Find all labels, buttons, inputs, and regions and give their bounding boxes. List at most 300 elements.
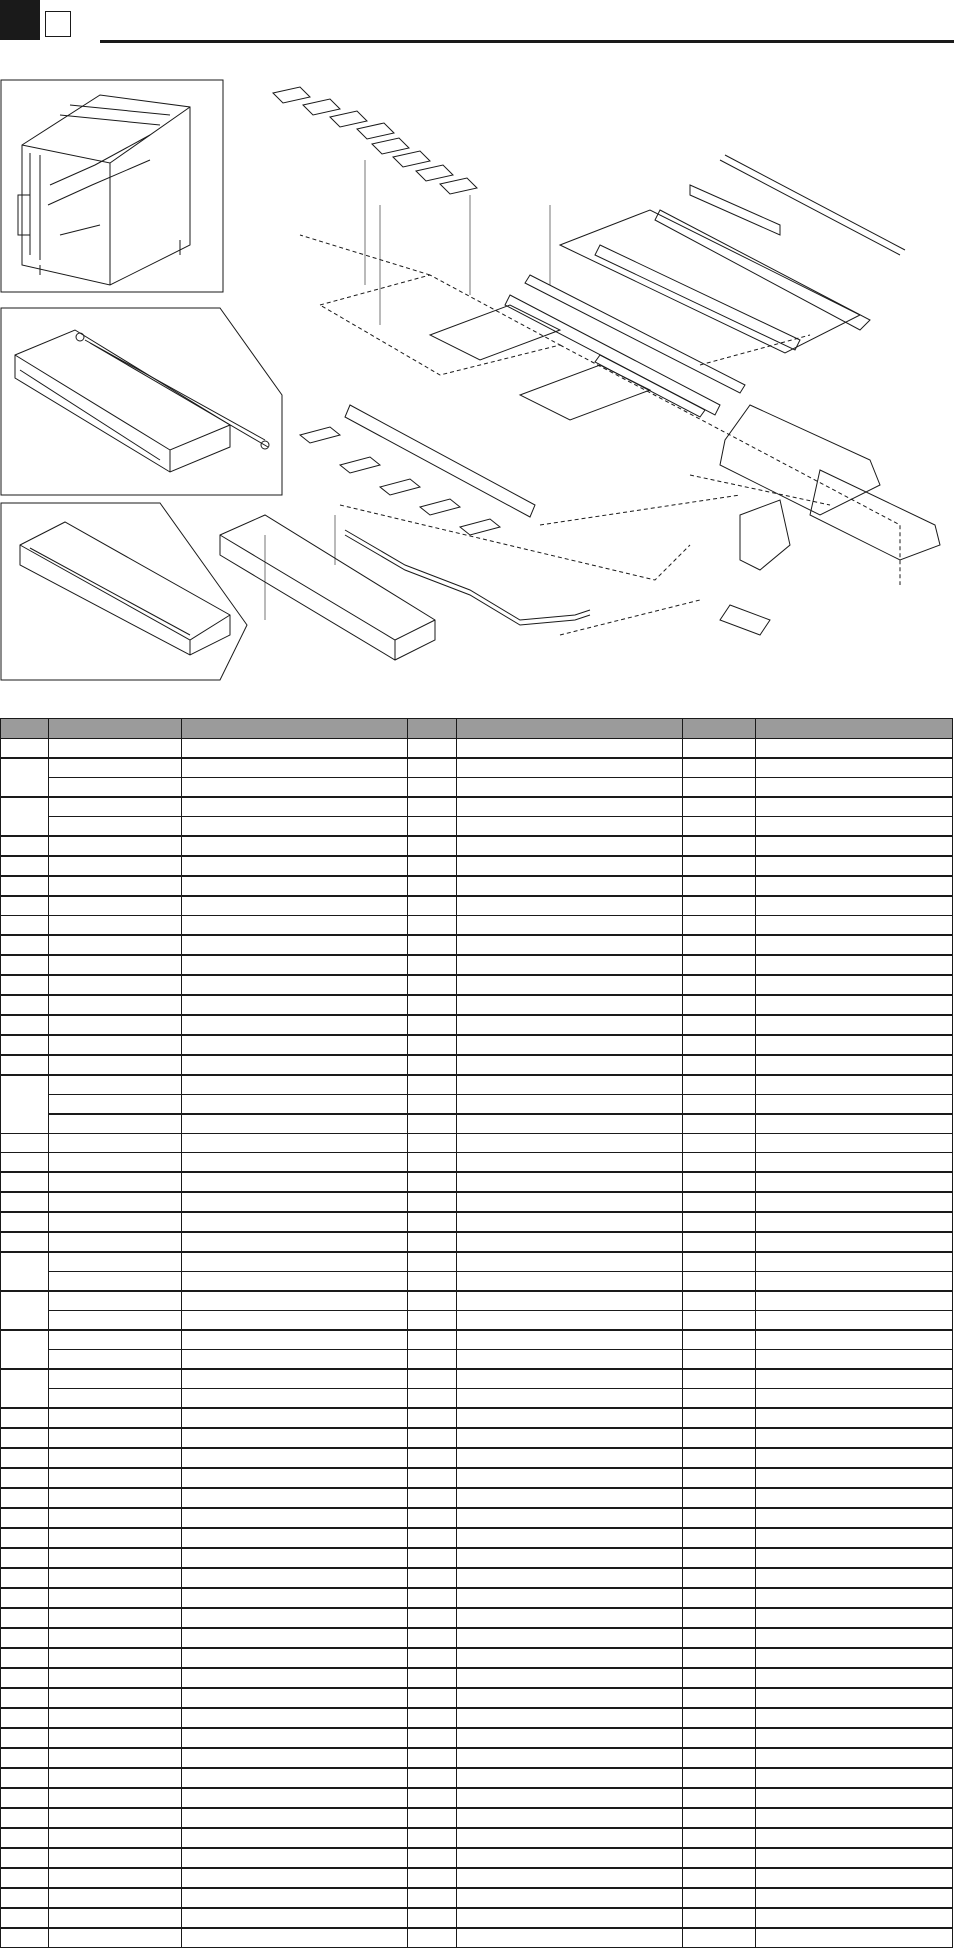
table-row xyxy=(1,1075,953,1095)
table-cell xyxy=(408,1389,457,1409)
upper-rail-assembly xyxy=(560,155,905,353)
table-cell xyxy=(756,817,953,837)
table-cell xyxy=(408,1291,457,1311)
parts-list-table xyxy=(0,718,953,1948)
exploded-parts-diagram xyxy=(0,75,954,685)
table-cell xyxy=(408,935,457,955)
table-cell xyxy=(1,1668,49,1688)
table-cell xyxy=(1,1508,49,1528)
table-cell xyxy=(1,876,49,896)
table-row xyxy=(1,1153,953,1173)
table-cell xyxy=(756,797,953,817)
table-cell xyxy=(683,817,756,837)
table-cell xyxy=(1,1252,49,1291)
table-cell xyxy=(756,1153,953,1173)
table-cell xyxy=(1,1172,49,1192)
table-cell xyxy=(408,916,457,936)
table-cell xyxy=(756,1608,953,1628)
table-row xyxy=(1,1232,953,1252)
table-row xyxy=(1,1055,953,1075)
table-cell xyxy=(49,1808,182,1828)
table-cell xyxy=(457,1488,683,1508)
table-cell xyxy=(408,1668,457,1688)
table-cell xyxy=(1,1728,49,1748)
section-marker-box xyxy=(45,11,71,37)
table-cell xyxy=(1,975,49,995)
table-cell xyxy=(756,1668,953,1688)
table-cell xyxy=(49,896,182,916)
table-cell xyxy=(457,1075,683,1095)
table-cell xyxy=(683,1369,756,1389)
table-cell xyxy=(408,1408,457,1428)
table-cell xyxy=(182,1628,408,1648)
table-cell xyxy=(683,1428,756,1448)
table-cell xyxy=(457,778,683,798)
table-cell xyxy=(182,856,408,876)
table-cell xyxy=(1,916,49,936)
table-row xyxy=(1,1488,953,1508)
table-cell xyxy=(457,817,683,837)
table-cell xyxy=(683,1408,756,1428)
table-cell xyxy=(182,1311,408,1331)
table-cell xyxy=(756,1075,953,1095)
table-cell xyxy=(683,797,756,817)
table-cell xyxy=(182,1172,408,1192)
table-cell xyxy=(182,1055,408,1075)
table-cell xyxy=(1,1428,49,1448)
table-cell xyxy=(457,1908,683,1928)
table-cell xyxy=(756,1330,953,1350)
fence-assembly-inset xyxy=(1,308,282,495)
table-cell xyxy=(182,1708,408,1728)
table-cell xyxy=(1,1153,49,1173)
table-cell xyxy=(756,1508,953,1528)
table-cell xyxy=(683,1688,756,1708)
table-row xyxy=(1,1608,953,1628)
table-cell xyxy=(49,876,182,896)
table-row xyxy=(1,1628,953,1648)
table-cell xyxy=(756,1389,953,1409)
table-cell xyxy=(756,1134,953,1153)
table-cell xyxy=(408,1508,457,1528)
table-row xyxy=(1,1468,953,1488)
table-cell xyxy=(49,1212,182,1232)
table-cell xyxy=(683,1848,756,1868)
table-cell xyxy=(756,1095,953,1115)
table-cell xyxy=(683,1311,756,1331)
table-cell xyxy=(457,955,683,975)
table-cell xyxy=(1,1848,49,1868)
table-cell xyxy=(457,1648,683,1668)
table-cell xyxy=(49,1369,182,1389)
table-cell xyxy=(756,1428,953,1448)
table-row xyxy=(1,1548,953,1568)
table-cell xyxy=(1,1888,49,1908)
table-cell xyxy=(457,1468,683,1488)
table-cell xyxy=(49,1095,182,1115)
lower-front-frame xyxy=(220,515,435,660)
table-cell xyxy=(182,1928,408,1948)
table-cell xyxy=(756,1252,953,1272)
table-cell xyxy=(756,778,953,798)
table-cell xyxy=(49,1768,182,1788)
table-cell xyxy=(408,1232,457,1252)
table-cell xyxy=(756,1648,953,1668)
table-cell xyxy=(756,1808,953,1828)
column-header-ref xyxy=(1,719,49,739)
table-cell xyxy=(756,1888,953,1908)
table-cell xyxy=(756,1588,953,1608)
table-cell xyxy=(1,758,49,797)
table-cell xyxy=(408,1828,457,1848)
table-cell xyxy=(1,1291,49,1330)
table-cell xyxy=(182,1153,408,1173)
table-cell xyxy=(408,1808,457,1828)
table-cell xyxy=(756,935,953,955)
table-row xyxy=(1,1728,953,1748)
table-cell xyxy=(408,975,457,995)
table-row xyxy=(1,916,953,936)
table-cell xyxy=(408,1448,457,1468)
table-cell xyxy=(683,1172,756,1192)
table-cell xyxy=(1,1748,49,1768)
table-cell xyxy=(457,1134,683,1153)
table-cell xyxy=(1,1588,49,1608)
table-cell xyxy=(756,916,953,936)
table-cell xyxy=(457,995,683,1015)
table-cell xyxy=(49,1528,182,1548)
table-cell xyxy=(457,1212,683,1232)
table-cell xyxy=(182,1908,408,1928)
table-cell xyxy=(182,1868,408,1888)
table-cell xyxy=(756,1232,953,1252)
table-cell xyxy=(683,876,756,896)
table-cell xyxy=(408,817,457,837)
table-cell xyxy=(683,896,756,916)
table-row xyxy=(1,1369,953,1389)
table-cell xyxy=(457,1291,683,1311)
table-cell xyxy=(683,1748,756,1768)
table-row xyxy=(1,1114,953,1134)
table-cell xyxy=(182,1192,408,1212)
table-cell xyxy=(408,1728,457,1748)
table-cell xyxy=(182,758,408,778)
table-cell xyxy=(182,1788,408,1808)
table-cell xyxy=(49,739,182,759)
table-cell xyxy=(49,1035,182,1055)
table-row xyxy=(1,817,953,837)
table-cell xyxy=(756,1408,953,1428)
table-cell xyxy=(182,1808,408,1828)
table-row xyxy=(1,1291,953,1311)
table-cell xyxy=(1,1134,49,1153)
table-cell xyxy=(182,817,408,837)
table-cell xyxy=(408,1688,457,1708)
table-cell xyxy=(182,1828,408,1848)
table-row xyxy=(1,1389,953,1409)
table-cell xyxy=(182,1330,408,1350)
table-cell xyxy=(756,1908,953,1928)
table-cell xyxy=(683,1788,756,1808)
table-cell xyxy=(683,1768,756,1788)
table-cell xyxy=(457,1768,683,1788)
table-row xyxy=(1,1428,953,1448)
table-row xyxy=(1,739,953,759)
table-cell xyxy=(457,1808,683,1828)
table-cell xyxy=(683,1648,756,1668)
table-cell xyxy=(457,1095,683,1115)
table-cell xyxy=(683,1153,756,1173)
table-cell xyxy=(683,1728,756,1748)
table-cell xyxy=(49,1688,182,1708)
table-cell xyxy=(457,1448,683,1468)
table-cell xyxy=(457,1628,683,1648)
table-cell xyxy=(756,1015,953,1035)
table-cell xyxy=(683,1350,756,1370)
table-row xyxy=(1,1668,953,1688)
table-cell xyxy=(756,1688,953,1708)
table-row xyxy=(1,1350,953,1370)
table-cell xyxy=(457,836,683,856)
table-cell xyxy=(1,1648,49,1668)
table-cell xyxy=(457,758,683,778)
table-cell xyxy=(683,935,756,955)
table-cell xyxy=(49,1508,182,1528)
table-row xyxy=(1,836,953,856)
table-cell xyxy=(182,1291,408,1311)
table-cell xyxy=(182,955,408,975)
table-cell xyxy=(457,1668,683,1688)
table-cell xyxy=(182,896,408,916)
table-cell xyxy=(683,1888,756,1908)
table-cell xyxy=(683,758,756,778)
table-cell xyxy=(457,1728,683,1748)
table-cell xyxy=(756,1212,953,1232)
table-cell xyxy=(49,1488,182,1508)
table-cell xyxy=(408,778,457,798)
table-cell xyxy=(408,1192,457,1212)
table-cell xyxy=(408,1172,457,1192)
table-header-row xyxy=(1,719,953,739)
table-cell xyxy=(457,1369,683,1389)
table-cell xyxy=(457,1508,683,1528)
table-cell xyxy=(457,1428,683,1448)
table-row xyxy=(1,1035,953,1055)
table-cell xyxy=(182,1272,408,1292)
table-cell xyxy=(49,1888,182,1908)
table-row xyxy=(1,975,953,995)
table-cell xyxy=(49,1291,182,1311)
table-cell xyxy=(457,1153,683,1173)
table-cell xyxy=(683,1075,756,1095)
table-cell xyxy=(1,935,49,955)
table-cell xyxy=(457,896,683,916)
table-cell xyxy=(408,876,457,896)
table-row xyxy=(1,1408,953,1428)
table-cell xyxy=(182,1508,408,1528)
table-cell xyxy=(49,1608,182,1628)
table-cell xyxy=(683,1095,756,1115)
table-cell xyxy=(756,1708,953,1728)
table-cell xyxy=(182,1568,408,1588)
table-cell xyxy=(756,1488,953,1508)
table-cell xyxy=(683,1668,756,1688)
table-cell xyxy=(1,1908,49,1928)
table-cell xyxy=(49,1468,182,1488)
table-cell xyxy=(408,1075,457,1095)
table-cell xyxy=(683,739,756,759)
table-cell xyxy=(408,836,457,856)
table-cell xyxy=(457,1688,683,1708)
table-cell xyxy=(182,1408,408,1428)
table-cell xyxy=(182,836,408,856)
table-cell xyxy=(1,1212,49,1232)
table-cell xyxy=(182,1468,408,1488)
table-cell xyxy=(683,1508,756,1528)
table-cell xyxy=(756,1568,953,1588)
table-cell xyxy=(457,1928,683,1948)
table-cell xyxy=(182,876,408,896)
table-cell xyxy=(457,739,683,759)
table-cell xyxy=(683,1488,756,1508)
table-row xyxy=(1,1848,953,1868)
table-row xyxy=(1,1528,953,1548)
table-cell xyxy=(457,1015,683,1035)
table-row xyxy=(1,1568,953,1588)
table-cell xyxy=(408,1628,457,1648)
table-cell xyxy=(182,1548,408,1568)
table-cell xyxy=(756,1828,953,1848)
table-cell xyxy=(49,916,182,936)
table-cell xyxy=(49,1708,182,1728)
table-cell xyxy=(1,995,49,1015)
table-row xyxy=(1,1828,953,1848)
table-row xyxy=(1,797,953,817)
table-row xyxy=(1,1888,953,1908)
hose-assembly xyxy=(345,530,590,625)
table-cell xyxy=(756,1272,953,1292)
table-cell xyxy=(49,1668,182,1688)
table-cell xyxy=(408,758,457,778)
table-cell xyxy=(49,1428,182,1448)
table-cell xyxy=(457,1272,683,1292)
table-cell xyxy=(683,955,756,975)
table-cell xyxy=(756,1114,953,1134)
table-cell xyxy=(182,1728,408,1748)
table-cell xyxy=(49,955,182,975)
table-cell xyxy=(457,1608,683,1628)
table-row xyxy=(1,1868,953,1888)
section-marker-block xyxy=(0,0,40,40)
table-cell xyxy=(756,975,953,995)
table-cell xyxy=(756,1528,953,1548)
table-cell xyxy=(408,1350,457,1370)
table-cell xyxy=(49,1588,182,1608)
table-cell xyxy=(457,916,683,936)
table-cell xyxy=(49,1272,182,1292)
table-cell xyxy=(756,1468,953,1488)
table-row xyxy=(1,1748,953,1768)
table-cell xyxy=(1,836,49,856)
table-cell xyxy=(457,1748,683,1768)
table-cell xyxy=(408,1369,457,1389)
table-cell xyxy=(683,1272,756,1292)
table-cell xyxy=(683,1908,756,1928)
table-cell xyxy=(1,1688,49,1708)
table-cell xyxy=(683,1134,756,1153)
table-cell xyxy=(1,1232,49,1252)
table-cell xyxy=(49,1075,182,1095)
table-cell xyxy=(49,1192,182,1212)
table-cell xyxy=(408,1055,457,1075)
table-cell xyxy=(683,1389,756,1409)
table-cell xyxy=(683,1192,756,1212)
table-cell xyxy=(408,856,457,876)
table-row xyxy=(1,1172,953,1192)
table-cell xyxy=(49,1648,182,1668)
table-cell xyxy=(457,1350,683,1370)
table-cell xyxy=(1,1075,49,1134)
table-cell xyxy=(756,758,953,778)
table-cell xyxy=(683,1928,756,1948)
table-cell xyxy=(756,1728,953,1748)
table-cell xyxy=(49,1448,182,1468)
table-cell xyxy=(182,1748,408,1768)
column-header-remarks xyxy=(756,719,953,739)
table-cell xyxy=(756,1291,953,1311)
table-cell xyxy=(182,1528,408,1548)
table-cell xyxy=(756,1172,953,1192)
table-row xyxy=(1,1508,953,1528)
table-row xyxy=(1,1330,953,1350)
table-cell xyxy=(756,1928,953,1948)
table-cell xyxy=(756,1848,953,1868)
table-cell xyxy=(457,1408,683,1428)
table-cell xyxy=(49,1330,182,1350)
table-cell xyxy=(756,1311,953,1331)
table-cell xyxy=(683,836,756,856)
table-cell xyxy=(182,797,408,817)
table-cell xyxy=(408,955,457,975)
table-cell xyxy=(408,995,457,1015)
table-cell xyxy=(683,916,756,936)
table-cell xyxy=(1,896,49,916)
table-cell xyxy=(457,797,683,817)
table-cell xyxy=(408,1134,457,1153)
table-cell xyxy=(1,1408,49,1428)
table-cell xyxy=(1,1828,49,1848)
table-row xyxy=(1,1768,953,1788)
table-row xyxy=(1,1808,953,1828)
table-cell xyxy=(408,1428,457,1448)
table-cell xyxy=(182,1212,408,1232)
table-row xyxy=(1,1788,953,1808)
table-row xyxy=(1,1648,953,1668)
table-cell xyxy=(457,1114,683,1134)
table-cell xyxy=(408,1488,457,1508)
table-cell xyxy=(457,1788,683,1808)
table-cell xyxy=(683,1708,756,1728)
table-row xyxy=(1,856,953,876)
table-cell xyxy=(457,1828,683,1848)
table-cell xyxy=(49,1172,182,1192)
table-row xyxy=(1,1311,953,1331)
table-cell xyxy=(457,1311,683,1331)
table-cell xyxy=(49,1252,182,1272)
table-row xyxy=(1,876,953,896)
table-cell xyxy=(182,1075,408,1095)
table-cell xyxy=(182,1488,408,1508)
